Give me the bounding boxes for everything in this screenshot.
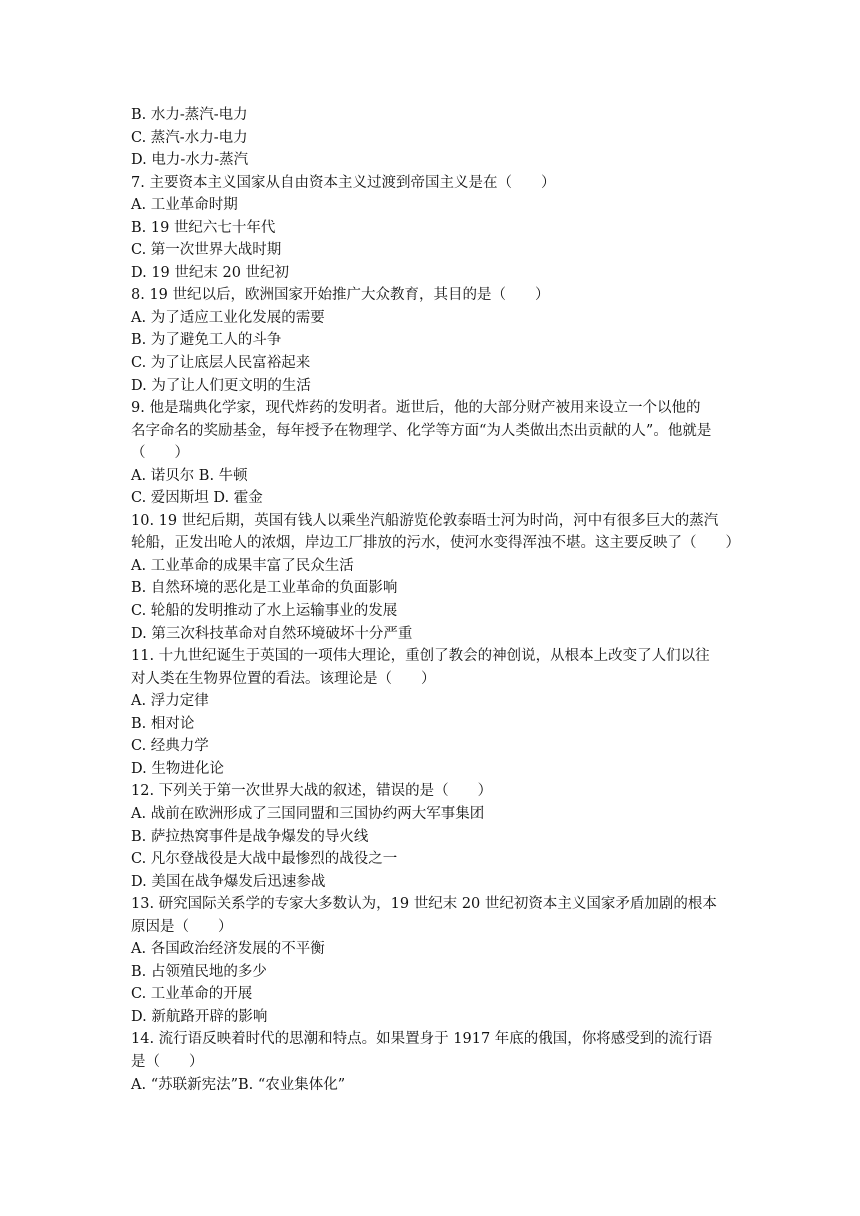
question-11-stem: 对人类在生物界位置的看法。该理论是（ ） (131, 670, 436, 687)
question-text-block (131, 104, 740, 1096)
option-line: D. 美国在战争爆发后迅速参战 (131, 873, 326, 890)
option-line: B. 萨拉热窝事件是战争爆发的导火线 (131, 828, 369, 845)
option-line: D. 19 世纪末 20 世纪初 (131, 264, 290, 281)
question-12-stem: 12. 下列关于第一次世界大战的叙述，错误的是（ ） (131, 783, 493, 800)
option-line: D. 新航路开辟的影响 (131, 1008, 268, 1025)
option-line: C. 蒸汽-水力-电力 (131, 129, 248, 146)
option-line: C. 爱因斯坦 D. 霍金 (131, 490, 263, 507)
option-line: C. 凡尔登战役是大战中最惨烈的战役之一 (131, 851, 398, 868)
option-line: A. 为了适应工业化发展的需要 (131, 309, 325, 326)
question-10-stem: 10. 19 世纪后期，英国有钱人以乘坐汽船游览伦敦泰晤士河为时尚，河中有很多巨大的蒸汽 (131, 512, 719, 529)
option-line: A. 各国政治经济发展的不平衡 (131, 941, 325, 958)
option-line: A. 战前在欧洲形成了三国同盟和三国协约两大军事集团 (131, 805, 485, 822)
question-9-stem: 名字命名的奖励基金，每年授予在物理学、化学等方面“为人类做出杰出贡献的人”。他就是 (131, 422, 712, 439)
option-line: B. 19 世纪六七十年代 (131, 219, 276, 236)
question-13-stem: 原因是（ ） (131, 918, 233, 935)
option-line: C. 轮船的发明推动了水上运输事业的发展 (131, 603, 398, 620)
option-line: A. “苏联新宪法”B. “农业集体化” (131, 1076, 346, 1093)
option-line: C. 第一次世界大战时期 (131, 242, 282, 259)
option-line: C. 经典力学 (131, 738, 209, 755)
question-7-stem: 7. 主要资本主义国家从自由资本主义过渡到帝国主义是在（ ） (131, 174, 556, 191)
question-13-stem: 13. 研究国际关系学的专家大多数认为，19 世纪末 20 世纪初资本主义国家矛盾加剧的根本 (131, 896, 717, 913)
option-line: A. 诺贝尔 B. 牛顿 (131, 467, 248, 484)
option-line: B. 为了避免工人的斗争 (131, 332, 282, 349)
question-8-stem: 8. 19 世纪以后，欧洲国家开始推广大众教育，其目的是（ ） (131, 287, 550, 304)
option-line: C. 为了让底层人民富裕起来 (131, 355, 311, 372)
option-line: B. 占领殖民地的多少 (131, 963, 267, 980)
option-line: A. 浮力定律 (131, 693, 209, 710)
option-line: B. 水力-蒸汽-电力 (131, 107, 248, 123)
option-line: D. 为了让人们更文明的生活 (131, 377, 311, 394)
option-line: B. 自然环境的恶化是工业革命的负面影响 (131, 580, 398, 597)
option-line: C. 工业革命的开展 (131, 986, 253, 1003)
question-10-stem: 轮船，正发出呛人的浓烟，岸边工厂排放的污水，使河水变得浑浊不堪。这主要反映了（ ） (131, 535, 740, 552)
question-14-stem: 14. 流行语反映着时代的思潮和特点。如果置身于 1917 年底的俄国，你将感受到的流行语 (131, 1031, 713, 1048)
question-11-stem: 11. 十九世纪诞生于英国的一项伟大理论，重创了教会的神创说，从根本上改变了人们以往 (131, 648, 710, 665)
option-line: A. 工业革命时期 (131, 197, 238, 214)
option-line: D. 第三次科技革命对自然环境破坏十分严重 (131, 625, 413, 642)
option-line: D. 电力-水力-蒸汽 (131, 152, 249, 169)
question-14-stem: 是（ ） (131, 1053, 204, 1070)
option-line: B. 相对论 (131, 715, 195, 732)
question-9-stem: 9. 他是瑞典化学家，现代炸药的发明者。逝世后，他的大部分财产被用来设立一个以他的 (131, 400, 701, 417)
option-line: A. 工业革命的成果丰富了民众生活 (131, 557, 354, 574)
option-line: D. 生物进化论 (131, 760, 224, 777)
question-9-stem: （ ） (131, 445, 189, 462)
